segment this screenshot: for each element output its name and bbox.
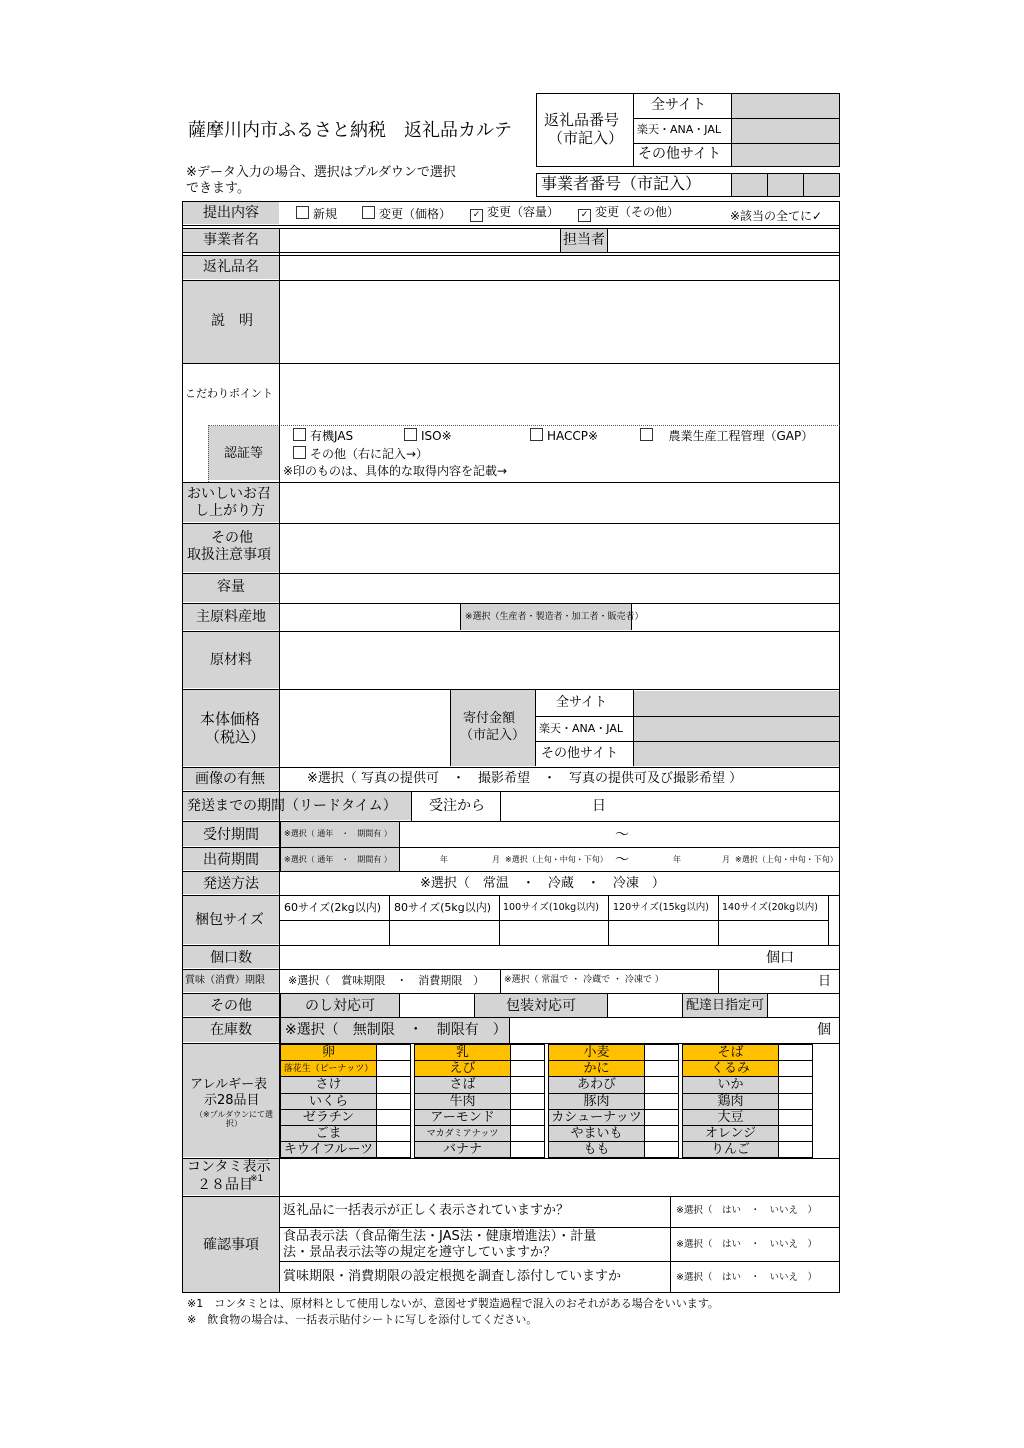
allergen-select-cell[interactable] <box>778 1093 813 1110</box>
contami-footnote-ref: ※1 <box>250 1174 264 1184</box>
allergen-name: いくら <box>308 1093 348 1109</box>
allergen-name: かに <box>583 1061 610 1077</box>
allergen-name-cell <box>682 1141 779 1158</box>
allergen-name-cell <box>280 1093 377 1110</box>
return-number-other-cell[interactable] <box>732 144 839 166</box>
from-order-label: 受注から <box>429 798 485 814</box>
return-no-label: 返礼品番号 <box>544 111 620 129</box>
description-label: 説 明 <box>211 313 253 329</box>
allergen-select-cell[interactable] <box>510 1141 545 1158</box>
input-note: ※データ入力の場合、選択はプルダウンで選択 <box>186 165 456 180</box>
origin-select[interactable]: ※選択（生産者・製造者・加工者・販売者） <box>465 612 644 622</box>
allergen-name-cell <box>414 1109 511 1126</box>
confirm-q2: 食品表示法（食品衛生法・JAS法・健康増進法）・計量 <box>283 1229 597 1244</box>
image-label: 画像の有無 <box>195 771 265 787</box>
allergen-name-cell <box>682 1125 779 1142</box>
allergen-select-cell[interactable] <box>376 1044 411 1061</box>
allergen-select-cell[interactable] <box>778 1060 813 1077</box>
business-number-cell-2[interactable] <box>767 174 803 196</box>
allergen-select-cell[interactable] <box>778 1125 813 1142</box>
capacity-label: 容量 <box>217 579 245 595</box>
contami-label: コンタミ表示 <box>187 1159 271 1175</box>
donation-label-2: （市記入） <box>460 728 526 743</box>
allergen-select-cell[interactable] <box>510 1093 545 1110</box>
checkbox-new[interactable] <box>296 206 309 219</box>
allergen-select-cell[interactable] <box>778 1109 813 1126</box>
allergy-label-4: 択） <box>226 1119 242 1128</box>
cert-label: 認証等 <box>224 446 264 461</box>
allergen-name-cell <box>280 1141 377 1158</box>
allergen-name: アーモンド <box>430 1109 495 1125</box>
submission-label: 提出内容 <box>203 205 259 221</box>
noshi-label: のし対応可 <box>305 998 375 1014</box>
allergen-select-cell[interactable] <box>778 1076 813 1093</box>
cert-iso-label: ISO※ <box>421 429 452 443</box>
confirm-q2-line2: 法・景品表示法等の規定を遵守していますか？ <box>283 1245 557 1260</box>
allergen-name-cell <box>414 1141 511 1158</box>
delivery-date-label: 配達日指定可 <box>686 998 765 1013</box>
other-notes-label-2: 取扱注意事項 <box>187 547 271 563</box>
option-new[interactable] <box>296 206 337 220</box>
allergen-select-cell[interactable] <box>510 1060 545 1077</box>
ship-tilde: 〜 <box>615 852 629 868</box>
stock-unit: 個 <box>817 1022 831 1038</box>
donation-site-other: その他サイト <box>541 746 619 761</box>
return-number-rakuten-cell[interactable] <box>732 119 839 143</box>
allergen-name: さけ <box>315 1077 342 1093</box>
allergen-select-cell[interactable] <box>510 1109 545 1126</box>
allergen-select-cell[interactable] <box>510 1076 545 1093</box>
allergen-name-cell <box>548 1141 645 1158</box>
allergen-select-cell[interactable] <box>778 1044 813 1061</box>
checkbox-cert-other[interactable] <box>293 446 306 459</box>
contami-label-2: ２８品目 <box>197 1177 253 1193</box>
allergen-name: 大豆 <box>717 1109 744 1125</box>
allergen-select-cell[interactable] <box>644 1109 679 1126</box>
allergen-name-cell <box>414 1125 511 1142</box>
allergen-name: やまいも <box>570 1126 623 1141</box>
allergen-name-cell <box>414 1076 511 1093</box>
allergen-select-cell[interactable] <box>510 1044 545 1061</box>
ship-year-1: 年 <box>440 855 448 864</box>
allergen-select-cell[interactable] <box>644 1060 679 1077</box>
allergen-select-cell[interactable] <box>778 1141 813 1158</box>
ship-sub-select-2[interactable]: ※選択（上旬・中旬・下旬） <box>735 855 838 864</box>
business-number-cell-1[interactable] <box>731 174 767 196</box>
ship-sub-select-1[interactable]: ※選択（上旬・中旬・下旬） <box>505 855 608 864</box>
checkbox-price[interactable] <box>362 206 375 219</box>
confirm-q1: 返礼品に一括表示が正しく表示されていますか？ <box>283 1203 570 1218</box>
confirm-q3-select[interactable]: ※選択（ はい ・ いいえ ） <box>676 1272 817 1283</box>
allergy-label-2: 示28品目 <box>204 1093 260 1108</box>
option-other-label: 変更（その他） <box>595 205 680 219</box>
site-other-label: その他サイト <box>638 146 722 162</box>
other-notes-label: その他 <box>211 530 253 546</box>
expiry-day-unit: 日 <box>818 974 832 989</box>
allergen-name: 卵 <box>321 1045 335 1060</box>
allergen-name: あわび <box>576 1077 616 1093</box>
option-capacity-label: 変更（容量） <box>487 205 560 219</box>
site-all-label: 全サイト <box>651 97 707 113</box>
allergen-name: もも <box>583 1142 610 1158</box>
allergen-name: さば <box>449 1077 476 1093</box>
origin-label: 主原料産地 <box>196 609 266 625</box>
ship-year-2: 年 <box>673 855 681 864</box>
item-name-label: 返礼品名 <box>203 259 259 275</box>
kodawari-label: こだわりポイント <box>185 387 273 400</box>
allergen-name: バナナ <box>442 1142 482 1158</box>
allergen-name-cell <box>548 1060 645 1077</box>
checkbox-gap[interactable] <box>640 428 653 441</box>
accept-period-label: 受付期間 <box>203 827 259 843</box>
expiry-label: 賞味（消費）期限 <box>185 975 265 986</box>
return-no-label-2: （市記入） <box>548 129 624 147</box>
allergen-name: りんご <box>710 1142 750 1158</box>
confirm-label: 確認事項 <box>203 1237 259 1253</box>
lead-day-unit: 日 <box>592 798 606 814</box>
stock-select[interactable]: ※選択（ 無制限 ・ 制限有 ） <box>285 1022 507 1038</box>
allergen-select-cell[interactable] <box>644 1125 679 1142</box>
checkbox-haccp[interactable] <box>530 428 543 441</box>
pieces-unit: 個口 <box>766 950 794 966</box>
pack-size-140: 140サイズ(20kg以内) <box>722 902 818 913</box>
checkbox-other[interactable]: ✓ <box>578 209 591 222</box>
option-price-label: 変更（価格） <box>379 207 452 221</box>
allergen-select-cell[interactable] <box>644 1141 679 1158</box>
cert-organic-label: 有機JAS <box>310 429 354 443</box>
cert-iso[interactable] <box>404 428 452 442</box>
expiry-select[interactable]: ※選択（ 賞味期限 ・ 消費期限 ） <box>288 974 485 987</box>
submission-note: ※該当の全てに✓ <box>730 209 823 223</box>
business-no-label: 事業者番号（市記入） <box>541 174 702 193</box>
allergen-select-cell[interactable] <box>644 1093 679 1110</box>
allergen-name: くるみ <box>710 1061 750 1077</box>
allergy-label: アレルギー表 <box>190 1077 268 1092</box>
allergen-name: 落花生（ピーナッツ） <box>283 1064 374 1075</box>
allergen-name: 牛肉 <box>449 1093 476 1109</box>
allergen-name-cell <box>682 1044 779 1061</box>
donation-label: 寄付金額 <box>463 711 516 726</box>
option-price[interactable] <box>362 206 451 220</box>
allergen-select-cell[interactable] <box>376 1076 411 1093</box>
allergen-select-cell[interactable] <box>376 1093 411 1110</box>
price-label-2: （税込） <box>205 728 266 746</box>
allergen-name-cell <box>548 1093 645 1110</box>
allergen-name: キウイフルーツ <box>283 1142 374 1158</box>
option-new-label: 新規 <box>313 207 338 221</box>
allergy-label-3: （※プルダウンにて選 <box>195 1110 274 1119</box>
pieces-label: 個口数 <box>210 950 252 966</box>
others-label: その他 <box>210 998 252 1014</box>
cert-other[interactable] <box>293 446 428 460</box>
allergen-name: いか <box>717 1077 744 1093</box>
cert-organic[interactable] <box>293 428 353 442</box>
ship-period-select[interactable]: ※選択（ 通年 ・ 期間有 ） <box>284 855 392 864</box>
cert-note: ※印のものは、具体的な取得内容を記載→ <box>283 464 508 478</box>
ingredients-label: 原材料 <box>210 652 252 668</box>
ship-method-label: 発送方法 <box>203 876 259 892</box>
option-capacity[interactable] <box>470 206 559 222</box>
allergen-name-cell <box>414 1060 511 1077</box>
accept-period-select[interactable]: ※選択（ 通年 ・ 期間有 ） <box>284 829 392 838</box>
checkbox-capacity[interactable]: ✓ <box>470 209 483 222</box>
allergen-select-cell[interactable] <box>376 1141 411 1158</box>
allergen-select-cell[interactable] <box>376 1060 411 1077</box>
allergen-select-cell[interactable] <box>376 1109 411 1126</box>
allergen-name: ゼラチン <box>302 1109 355 1125</box>
cert-gap-label: 農業生産工程管理（GAP） <box>668 429 814 443</box>
allergen-name-cell <box>682 1076 779 1093</box>
allergen-name: 乳 <box>455 1045 469 1060</box>
donation-site-all: 全サイト <box>556 695 608 710</box>
option-other[interactable] <box>578 206 679 222</box>
pack-size-60: 60サイズ(2kg以内) <box>284 901 382 914</box>
confirm-q3: 賞味期限・消費期限の設定根拠を調査し添付していますか <box>283 1269 622 1284</box>
business-name-label: 事業者名 <box>203 232 259 248</box>
how-to-eat-label-2: し上がり方 <box>195 503 265 519</box>
footnote-contami: ※1 コンタミとは、原材料として使用しないが、意図せず製造過程で混入のおそれがある場合をいいます。 <box>187 1297 719 1310</box>
ship-method-select[interactable]: ※選択（ 常温 ・ 冷蔵 ・ 冷凍 ） <box>420 876 665 891</box>
ship-month-2: 月 <box>722 855 730 864</box>
allergen-name: えび <box>449 1061 476 1077</box>
input-note-2: できます。 <box>186 181 250 196</box>
temp-select[interactable]: ※選択（ 常温で ・ 冷蔵で ・ 冷凍で ） <box>504 975 664 985</box>
return-number-all-cell[interactable] <box>732 94 839 118</box>
accept-tilde: 〜 <box>615 827 629 843</box>
allergen-name-cell <box>280 1109 377 1126</box>
confirm-q1-select[interactable]: ※選択（ はい ・ いいえ ） <box>676 1205 817 1216</box>
stock-label: 在庫数 <box>210 1022 252 1038</box>
allergen-name-cell <box>280 1044 377 1061</box>
pack-size-120: 120サイズ(15kg以内) <box>613 902 709 913</box>
allergen-name-cell <box>548 1109 645 1126</box>
allergen-name-cell <box>548 1076 645 1093</box>
cert-haccp[interactable] <box>530 428 598 442</box>
allergen-name: そば <box>717 1045 744 1060</box>
cert-gap[interactable] <box>640 428 813 442</box>
allergen-name: 小麦 <box>583 1045 610 1060</box>
pack-size-100: 100サイズ(10kg以内) <box>503 902 599 913</box>
how-to-eat-label: おいしいお召 <box>187 486 271 502</box>
pack-size-80: 80サイズ(5kg以内) <box>394 901 492 914</box>
checkbox-organic[interactable] <box>293 428 306 441</box>
lead-time-label: 発送までの期間（リードタイム） <box>187 798 397 814</box>
business-number-cell-3[interactable] <box>803 174 839 196</box>
site-rakuten-label: 楽天・ANA・JAL <box>637 123 721 136</box>
allergen-name-cell <box>682 1060 779 1077</box>
cert-other-label: その他（右に記入→） <box>310 447 429 461</box>
allergen-name: カシューナッツ <box>551 1109 642 1125</box>
allergen-name: ごま <box>315 1126 342 1141</box>
allergen-name-cell <box>280 1060 377 1077</box>
allergen-name-cell <box>548 1125 645 1142</box>
allergen-select-cell[interactable] <box>376 1125 411 1142</box>
allergen-name: オレンジ <box>704 1126 757 1141</box>
allergen-name-cell <box>414 1044 511 1061</box>
allergen-select-cell[interactable] <box>644 1076 679 1093</box>
checkbox-iso[interactable] <box>404 428 417 441</box>
allergen-name-cell <box>280 1076 377 1093</box>
confirm-q2-select[interactable]: ※選択（ はい ・ いいえ ） <box>676 1239 817 1250</box>
allergen-name: 鶏肉 <box>717 1093 744 1109</box>
ship-month-1: 月 <box>492 855 500 864</box>
allergen-name-cell <box>548 1044 645 1061</box>
page-title: 薩摩川内市ふるさと納税 返礼品カルテ <box>188 120 512 141</box>
wrapping-label: 包装対応可 <box>506 998 576 1014</box>
footnote-label-sheet: ※ 飲食物の場合は、一括表示貼付シートに写しを添付してください。 <box>187 1313 538 1326</box>
person-label: 担当者 <box>563 232 605 248</box>
ship-period-label: 出荷期間 <box>203 852 259 868</box>
allergen-name: マカダミアナッツ <box>426 1129 499 1139</box>
allergen-name-cell <box>414 1093 511 1110</box>
allergen-name-cell <box>682 1093 779 1110</box>
image-select[interactable]: ※選択（ 写真の提供可 ・ 撮影希望 ・ 写真の提供可及び撮影希望 ） <box>307 771 743 786</box>
allergen-name-cell <box>280 1125 377 1142</box>
price-label: 本体価格 <box>200 710 261 728</box>
allergen-select-cell[interactable] <box>644 1044 679 1061</box>
cert-haccp-label: HACCP※ <box>547 429 599 443</box>
allergen-name: 豚肉 <box>583 1093 610 1109</box>
pack-size-label: 梱包サイズ <box>195 912 264 928</box>
allergen-name-cell <box>682 1109 779 1126</box>
donation-site-rakuten: 楽天・ANA・JAL <box>539 722 623 735</box>
allergen-select-cell[interactable] <box>510 1125 545 1142</box>
